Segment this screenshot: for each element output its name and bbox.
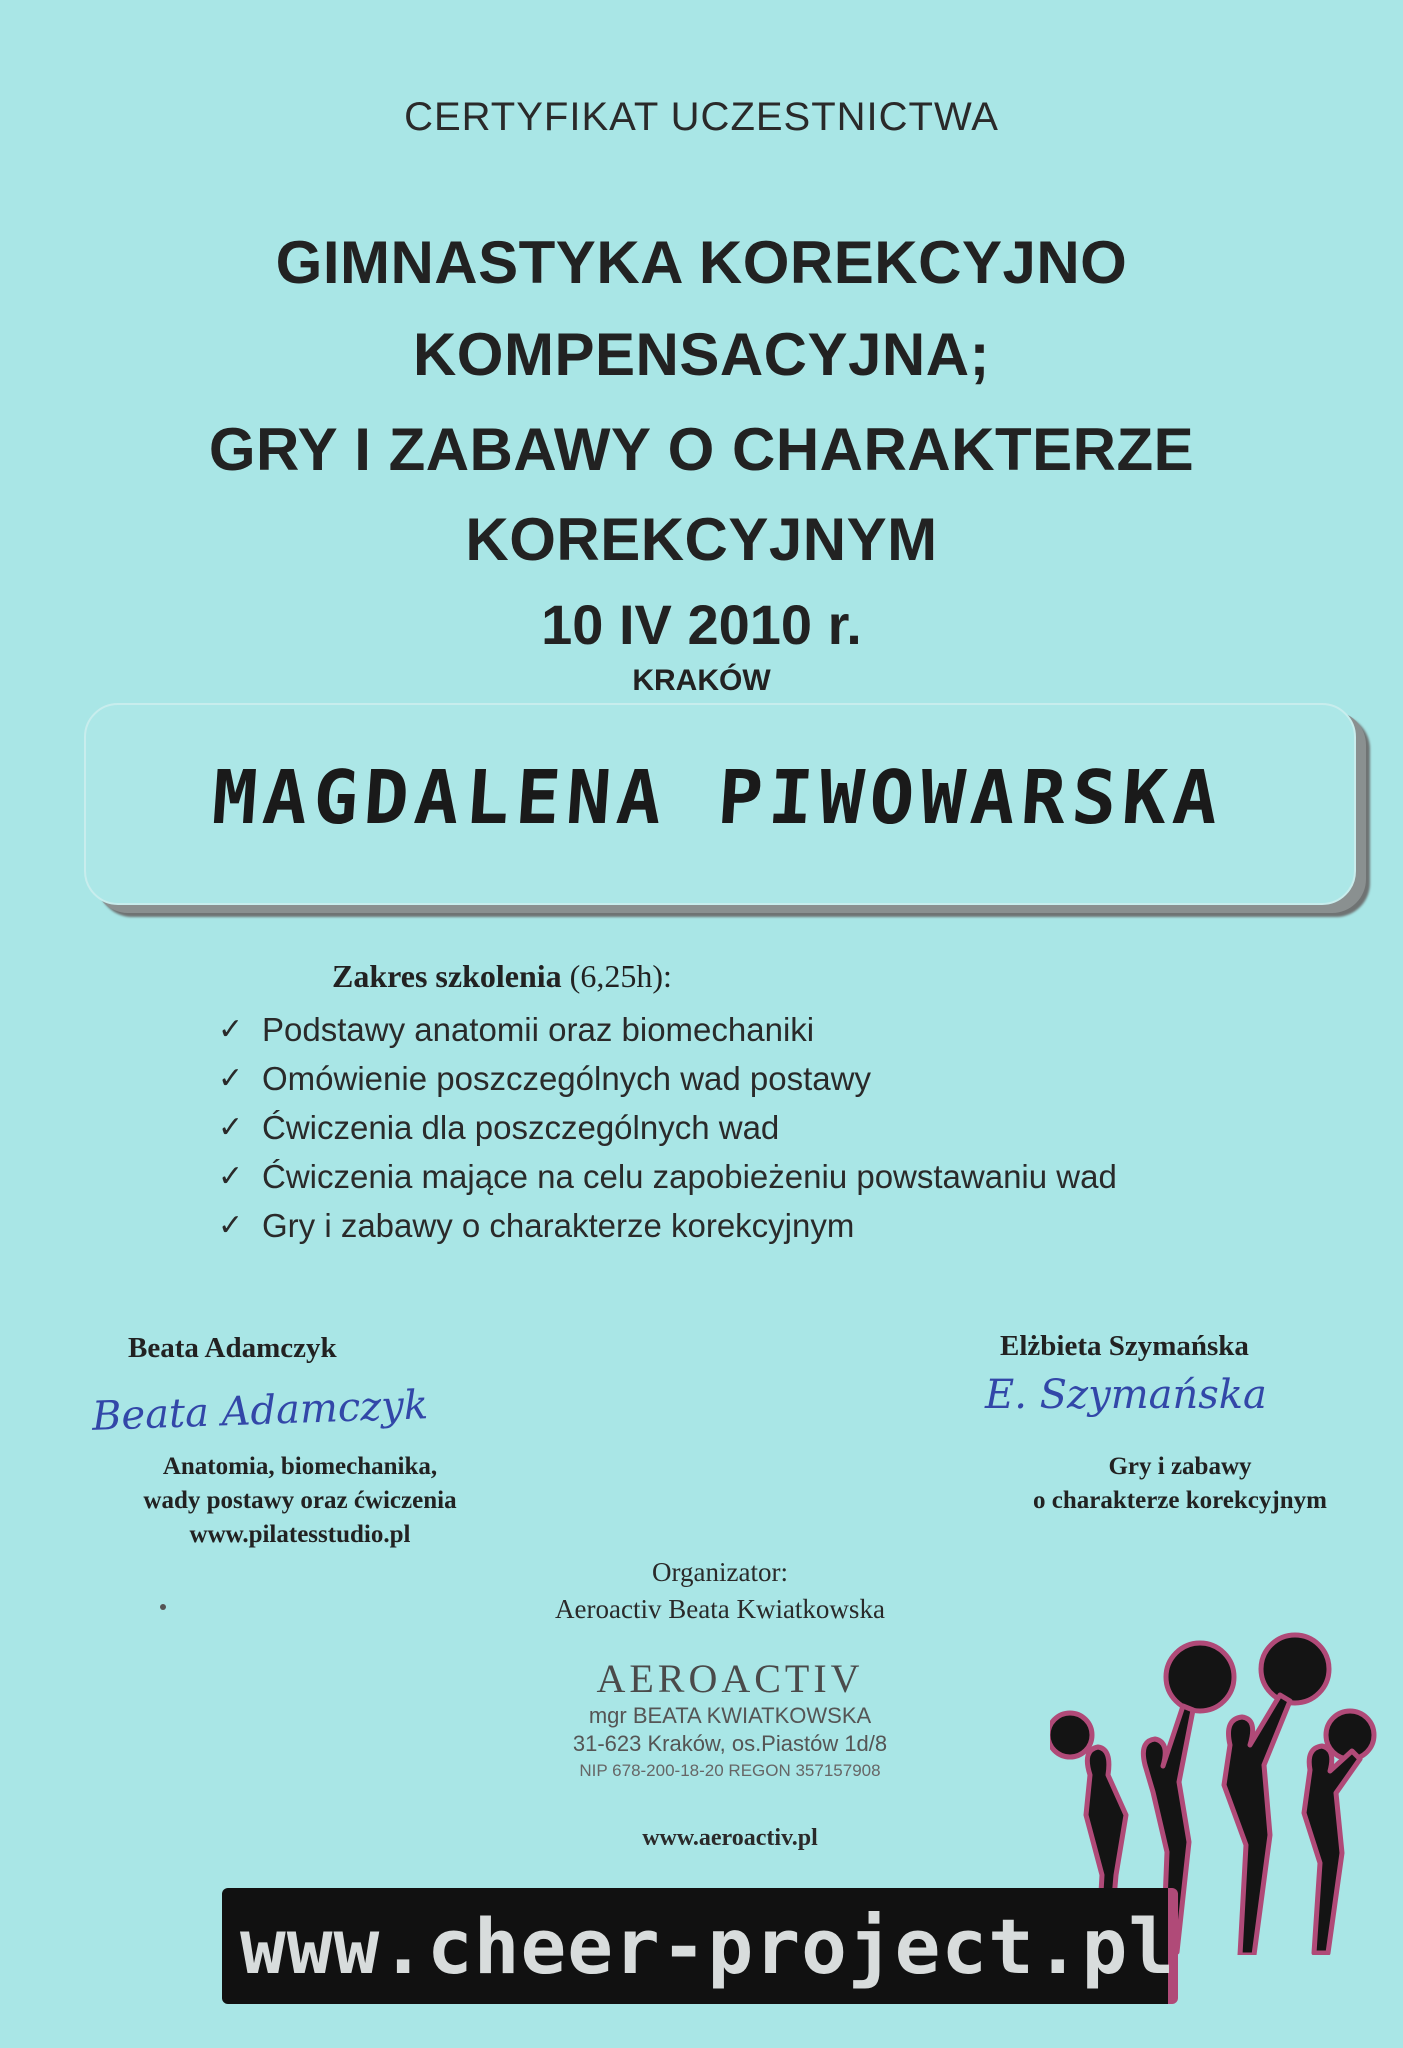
organizer-name: Aeroactiv Beata Kwiatkowska [555, 1594, 885, 1624]
cheerleader-silhouette [1304, 1746, 1360, 1953]
course-title-line-1: GIMNASTYKA KOREKCYJNO [275, 229, 1128, 296]
cheer-project-url: www.cheer-project.pl [240, 1902, 1176, 1991]
participant-name: MAGDALENA PIWOWARSKA [209, 755, 1227, 841]
pom-pom-icon [1050, 1713, 1092, 1757]
stamp-ids: NIP 678-200-18-20 REGON 357157908 [579, 1761, 881, 1780]
checkmark-icon: ✓ [218, 1209, 244, 1242]
organizer-website: www.aeroactiv.pl [642, 1825, 818, 1851]
checkmark-icon: ✓ [218, 1160, 244, 1193]
stamp-address: 31-623 Kraków, os.Piastów 1d/8 [572, 1731, 888, 1756]
certificate-label: CERTYFIKAT UCZESTNICTWA [404, 95, 999, 139]
pom-pom-icon [1261, 1635, 1329, 1703]
checkmark-icon: ✓ [218, 1062, 244, 1095]
scope-item-text: Ćwiczenia mające na celu zapobieżeniu powstawaniu wad [262, 1157, 1117, 1195]
course-title-line-3: GRY I ZABAWY O CHARAKTERZE [208, 416, 1195, 483]
signature-left: Beata Adamczyk [91, 1382, 429, 1440]
checkmark-icon: ✓ [218, 1111, 244, 1144]
list-item [218, 1201, 1117, 1250]
course-title-line-2: KOMPENSACYJNA; [412, 321, 991, 388]
signatory-left-desc-line: Anatomia, biomechanika, [162, 1453, 438, 1480]
pom-pom-icon [1166, 1643, 1234, 1711]
list-item [218, 1103, 1117, 1152]
scope-hours: (6,25h): [569, 958, 672, 994]
signatory-left-desc-line: wady postawy oraz ćwiczenia [143, 1487, 457, 1514]
checkmark-icon: ✓ [218, 1013, 244, 1046]
scope-item-text: Ćwiczenia dla poszczególnych wad [262, 1108, 780, 1146]
signatory-right-desc-line: Gry i zabawy [1108, 1453, 1252, 1480]
signatory-right-desc-line: o charakterze korekcyjnym [1033, 1487, 1327, 1514]
cheerleader-silhouette [1224, 1695, 1290, 1955]
signatory-left-name: Beata Adamczyk [128, 1332, 337, 1364]
organizer-block [450, 1554, 990, 1628]
organizer-label: Organizator: [652, 1557, 788, 1587]
course-title-line-4: KOREKCYJNYM [465, 506, 938, 573]
course-city: KRAKÓW [632, 664, 771, 697]
list-item [218, 1054, 1117, 1103]
scope-heading [332, 958, 672, 995]
list-item [218, 1005, 1117, 1054]
scope-list [218, 1005, 1117, 1250]
scope-item-text: Podstawy anatomii oraz biomechaniki [262, 1010, 815, 1048]
signatory-left-description [40, 1450, 560, 1552]
signatory-right-description [960, 1450, 1400, 1518]
stamp-brand: AEROACTIV [596, 1656, 864, 1701]
company-stamp [520, 1655, 940, 1784]
signatory-right-name: Elżbieta Szymańska [1000, 1330, 1249, 1362]
course-date: 10 IV 2010 r. [541, 593, 862, 656]
speck-decoration [160, 1604, 166, 1610]
scope-heading-label: Zakres szkolenia [332, 958, 562, 994]
scope-item-text: Gry i zabawy o charakterze korekcyjnym [262, 1206, 855, 1244]
signatory-left-website: www.pilatesstudio.pl [189, 1521, 411, 1548]
list-item [218, 1152, 1117, 1201]
signature-right: E. Szymańska [985, 1372, 1267, 1418]
scope-item-text: Omówienie poszczególnych wad postawy [262, 1059, 871, 1097]
stamp-owner: mgr BEATA KWIATKOWSKA [588, 1703, 872, 1728]
